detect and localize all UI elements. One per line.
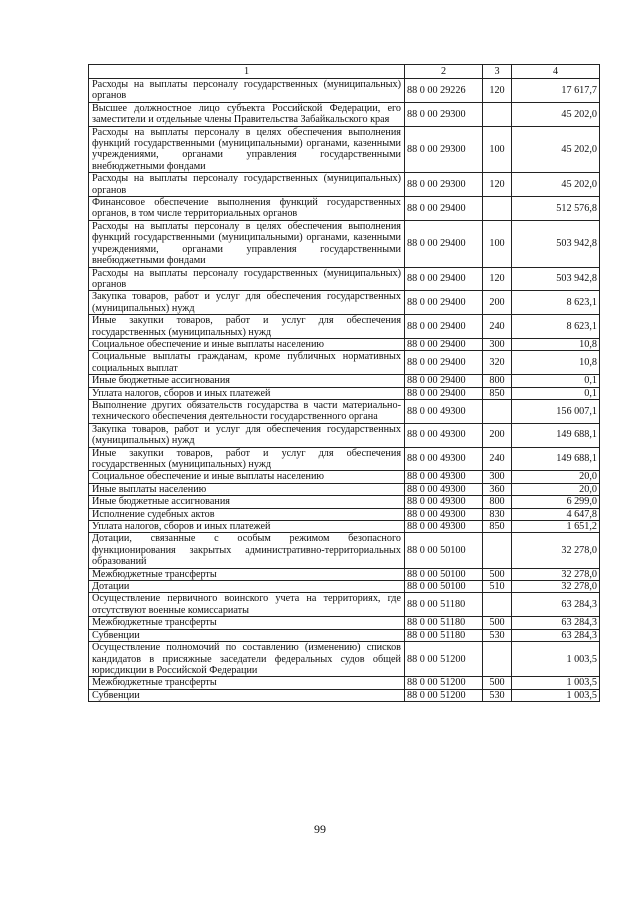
row-amount: 6 299,0: [512, 496, 600, 508]
table-row: [89, 568, 600, 580]
row-amount: 45 202,0: [512, 173, 600, 197]
budget-table: [88, 64, 600, 702]
row-type: 240: [483, 447, 512, 471]
table-row: [89, 629, 600, 641]
row-name: Социальное обеспечение и иные выплаты населению: [89, 338, 405, 350]
table-row: [89, 102, 600, 126]
row-type: 530: [483, 689, 512, 701]
row-amount: 149 688,1: [512, 423, 600, 447]
table-row: [89, 315, 600, 339]
row-code: 88 0 00 29400: [405, 338, 483, 350]
row-name: Уплата налогов, сборов и иных платежей: [89, 521, 405, 533]
row-amount: 149 688,1: [512, 447, 600, 471]
row-amount: 20,0: [512, 471, 600, 483]
row-code: 88 0 00 49300: [405, 508, 483, 520]
table-row: [89, 593, 600, 617]
row-amount: 0,1: [512, 387, 600, 399]
row-name: Закупка товаров, работ и услуг для обеспечения государственных (муниципальных) нужд: [89, 291, 405, 315]
row-amount: 1 003,5: [512, 642, 600, 677]
row-name: Осуществление первичного воинского учета на территориях, где отсутствуют военные комиссариаты: [89, 593, 405, 617]
header-col-4: 4: [512, 65, 600, 79]
row-type: 320: [483, 351, 512, 375]
table-row: [89, 387, 600, 399]
row-code: 88 0 00 49300: [405, 471, 483, 483]
row-amount: 20,0: [512, 483, 600, 495]
row-name: Расходы на выплаты персоналу государственных (муниципальных) органов: [89, 173, 405, 197]
row-name: Субвенции: [89, 629, 405, 641]
row-amount: 4 647,8: [512, 508, 600, 520]
row-name: Иные бюджетные ассигнования: [89, 375, 405, 387]
row-name: Субвенции: [89, 689, 405, 701]
row-type: 240: [483, 315, 512, 339]
table-body: [89, 65, 600, 702]
row-type: 530: [483, 629, 512, 641]
row-code: 88 0 00 29300: [405, 126, 483, 173]
row-type: [483, 197, 512, 221]
row-code: 88 0 00 49300: [405, 496, 483, 508]
row-name: Межбюджетные трансферты: [89, 677, 405, 689]
row-amount: 10,8: [512, 351, 600, 375]
row-code: 88 0 00 29400: [405, 220, 483, 267]
row-name: Межбюджетные трансферты: [89, 617, 405, 629]
table-row: [89, 220, 600, 267]
table-row: [89, 423, 600, 447]
table-row: [89, 483, 600, 495]
table-row: [89, 533, 600, 568]
table-row: [89, 291, 600, 315]
row-amount: 45 202,0: [512, 126, 600, 173]
table-header-row: [89, 65, 600, 79]
row-code: 88 0 00 51180: [405, 617, 483, 629]
row-type: 100: [483, 220, 512, 267]
table-row: [89, 689, 600, 701]
row-amount: 1 003,5: [512, 689, 600, 701]
row-amount: 17 617,7: [512, 79, 600, 103]
row-name: Межбюджетные трансферты: [89, 568, 405, 580]
row-type: 120: [483, 79, 512, 103]
row-amount: 1 003,5: [512, 677, 600, 689]
row-code: 88 0 00 49300: [405, 521, 483, 533]
table-row: [89, 581, 600, 593]
table-row: [89, 79, 600, 103]
row-amount: 8 623,1: [512, 291, 600, 315]
row-code: 88 0 00 51200: [405, 677, 483, 689]
table-row: [89, 197, 600, 221]
row-name: Уплата налогов, сборов и иных платежей: [89, 387, 405, 399]
row-code: 88 0 00 29300: [405, 102, 483, 126]
row-name: Выполнение других обязательств государства в части материально-технического обеспечения деятельности государственного органа: [89, 399, 405, 423]
table-row: [89, 126, 600, 173]
row-code: 88 0 00 49300: [405, 423, 483, 447]
row-code: 88 0 00 49300: [405, 447, 483, 471]
row-type: 510: [483, 581, 512, 593]
row-code: 88 0 00 29400: [405, 351, 483, 375]
row-name: Расходы на выплаты персоналу государственных (муниципальных) органов: [89, 267, 405, 291]
row-type: 850: [483, 387, 512, 399]
row-code: 88 0 00 50100: [405, 568, 483, 580]
row-code: 88 0 00 51180: [405, 629, 483, 641]
row-name: Социальное обеспечение и иные выплаты населению: [89, 471, 405, 483]
row-amount: 503 942,8: [512, 267, 600, 291]
row-name: Закупка товаров, работ и услуг для обеспечения государственных (муниципальных) нужд: [89, 423, 405, 447]
table-row: [89, 496, 600, 508]
table-row: [89, 267, 600, 291]
row-amount: 10,8: [512, 338, 600, 350]
row-name: Иные закупки товаров, работ и услуг для обеспечения государственных (муниципальных) нужд: [89, 447, 405, 471]
row-amount: 63 284,3: [512, 629, 600, 641]
table-row: [89, 521, 600, 533]
row-code: 88 0 00 51200: [405, 689, 483, 701]
row-type: 850: [483, 521, 512, 533]
table-row: [89, 677, 600, 689]
row-type: 800: [483, 375, 512, 387]
row-type: 120: [483, 267, 512, 291]
row-name: Исполнение судебных актов: [89, 508, 405, 520]
row-amount: 32 278,0: [512, 568, 600, 580]
row-amount: 32 278,0: [512, 581, 600, 593]
row-code: 88 0 00 29400: [405, 387, 483, 399]
row-amount: 156 007,1: [512, 399, 600, 423]
row-amount: 0,1: [512, 375, 600, 387]
row-name: Иные выплаты населению: [89, 483, 405, 495]
row-name: Финансовое обеспечение выполнения функций государственных органов, в том числе территориальных органов: [89, 197, 405, 221]
row-name: Осуществление полномочий по составлению (изменению) списков кандидатов в присяжные заседатели федеральных судов общей юрисдикции в Российской Федерации: [89, 642, 405, 677]
row-type: [483, 399, 512, 423]
row-type: 200: [483, 291, 512, 315]
table-row: [89, 471, 600, 483]
row-type: 500: [483, 568, 512, 580]
row-type: 300: [483, 338, 512, 350]
row-amount: 32 278,0: [512, 533, 600, 568]
table-row: [89, 447, 600, 471]
row-type: 500: [483, 617, 512, 629]
row-code: 88 0 00 29400: [405, 267, 483, 291]
row-amount: 45 202,0: [512, 102, 600, 126]
row-type: [483, 593, 512, 617]
row-code: 88 0 00 29400: [405, 291, 483, 315]
row-amount: 63 284,3: [512, 617, 600, 629]
page-number: 99: [314, 822, 326, 836]
row-type: [483, 642, 512, 677]
table-row: [89, 508, 600, 520]
row-name: Высшее должностное лицо субъекта Российской Федерации, его заместители и отдельные члены Правительства Забайкальского края: [89, 102, 405, 126]
table-row: [89, 617, 600, 629]
table-row: [89, 375, 600, 387]
row-code: 88 0 00 49300: [405, 399, 483, 423]
row-code: 88 0 00 29400: [405, 197, 483, 221]
row-type: [483, 533, 512, 568]
row-type: 120: [483, 173, 512, 197]
row-type: 300: [483, 471, 512, 483]
table-row: [89, 338, 600, 350]
header-col-3: 3: [483, 65, 512, 79]
row-name: Расходы на выплаты персоналу в целях обеспечения выполнения функций государственными (муниципальными) органами, казенными учреждениями, органами управления государственными внебюджетными фондами: [89, 220, 405, 267]
header-col-1: 1: [89, 65, 405, 79]
row-amount: 63 284,3: [512, 593, 600, 617]
table-row: [89, 173, 600, 197]
row-code: 88 0 00 51180: [405, 593, 483, 617]
row-name: Иные бюджетные ассигнования: [89, 496, 405, 508]
row-type: 200: [483, 423, 512, 447]
row-name: Расходы на выплаты персоналу государственных (муниципальных) органов: [89, 79, 405, 103]
row-code: 88 0 00 51200: [405, 642, 483, 677]
row-type: 800: [483, 496, 512, 508]
row-code: 88 0 00 50100: [405, 581, 483, 593]
row-name: Дотации: [89, 581, 405, 593]
row-name: Расходы на выплаты персоналу в целях обеспечения выполнения функций государственными (муниципальными) органами, казенными учреждениями, органами управления государственными внебюджетными фондами: [89, 126, 405, 173]
row-code: 88 0 00 49300: [405, 483, 483, 495]
row-type: 500: [483, 677, 512, 689]
row-amount: 1 651,2: [512, 521, 600, 533]
header-col-2: 2: [405, 65, 483, 79]
row-type: 830: [483, 508, 512, 520]
row-code: 88 0 00 29400: [405, 375, 483, 387]
row-name: Социальные выплаты гражданам, кроме публичных нормативных социальных выплат: [89, 351, 405, 375]
table-row: [89, 351, 600, 375]
row-code: 88 0 00 50100: [405, 533, 483, 568]
row-name: Дотации, связанные с особым режимом безопасного функционирования закрытых административно-территориальных образований: [89, 533, 405, 568]
row-type: [483, 102, 512, 126]
row-amount: 8 623,1: [512, 315, 600, 339]
row-code: 88 0 00 29400: [405, 315, 483, 339]
row-name: Иные закупки товаров, работ и услуг для обеспечения государственных (муниципальных) нужд: [89, 315, 405, 339]
row-type: 100: [483, 126, 512, 173]
row-amount: 503 942,8: [512, 220, 600, 267]
table-row: [89, 399, 600, 423]
row-amount: 512 576,8: [512, 197, 600, 221]
row-type: 360: [483, 483, 512, 495]
row-code: 88 0 00 29300: [405, 173, 483, 197]
table-row: [89, 642, 600, 677]
row-code: 88 0 00 29226: [405, 79, 483, 103]
